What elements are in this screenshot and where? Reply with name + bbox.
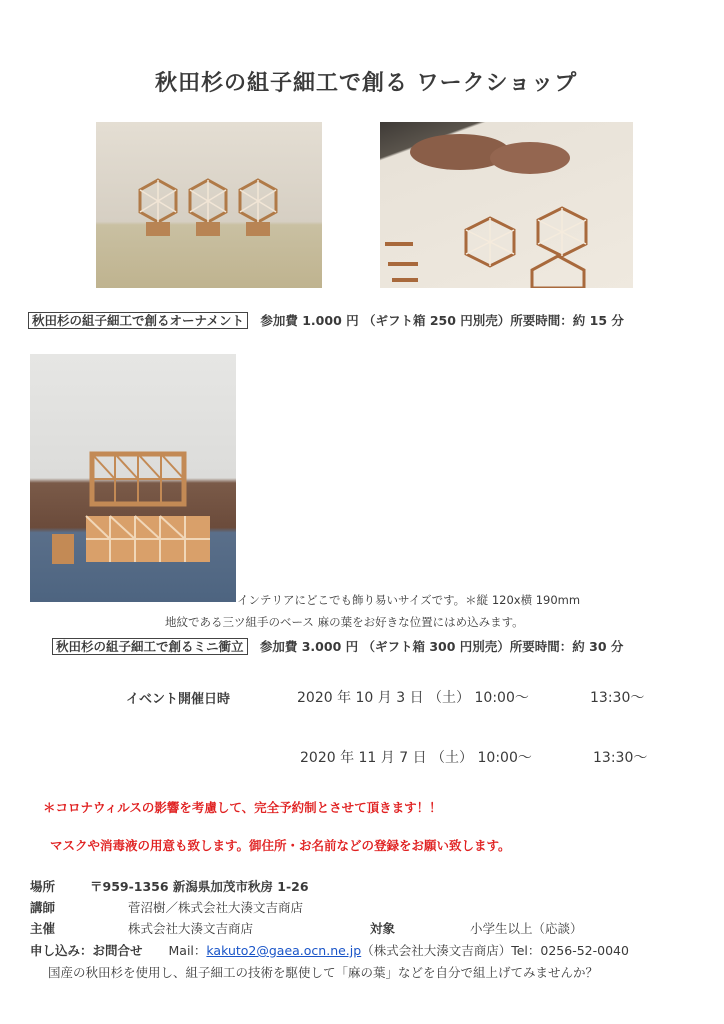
mini-base: 地紋である三ツ組手のベース 麻の葉をお好きな位置にはめ込みます。 bbox=[165, 615, 524, 629]
target-value: 小学生以上（応談） bbox=[470, 921, 583, 936]
page-title: 秋田杉の組子細工で創る ワークショップ bbox=[155, 71, 578, 96]
contact-rest: （株式会社大湊文吉商店）Tel：0256-52-0040 bbox=[361, 943, 629, 958]
mini-row bbox=[52, 637, 623, 655]
target-label: 対象 bbox=[370, 921, 396, 936]
footer-text: 国産の秋田杉を使用し、組子細工の技術を駆使して「麻の葉」などを自分で組上げてみませんか？ bbox=[48, 965, 599, 980]
workshop-hands-photo bbox=[380, 122, 633, 288]
event-date-2: 2020 年 11 月 7 日 （土） 10:00～ bbox=[300, 750, 532, 766]
mini-details: 参加費 3.000 円 （ギフト箱 300 円別売）所要時間：約 30 分 bbox=[259, 639, 624, 654]
event-label: イベント開催日時 bbox=[126, 692, 231, 707]
host-value: 株式会社大湊文吉商店 bbox=[128, 921, 254, 936]
mail-label: Mail： bbox=[168, 943, 207, 958]
notice-reservation: ＊コロナウィルスの影響を考慮して、完全予約制とさせて頂きます！！ bbox=[43, 800, 442, 815]
ornament-details: 参加費 1.000 円 （ギフト箱 250 円別売）所要時間：約 15 分 bbox=[260, 313, 624, 328]
teacher-value: 菅沼樹／株式会社大湊文吉商店 bbox=[128, 900, 304, 915]
host-label: 主催 bbox=[30, 921, 56, 936]
event-date-1: 2020 年 10 月 3 日 （土） 10:00～ bbox=[297, 690, 529, 706]
event-time-2b: 13:30～ bbox=[593, 750, 648, 766]
teacher-label: 講師 bbox=[30, 900, 56, 915]
mini-screen-photo bbox=[30, 354, 236, 602]
mini-note: インテリアにどこでも飾り易いサイズです。＊縦 120x横 190mm bbox=[237, 593, 581, 607]
ornament-name: 秋田杉の組子細工で創るオーナメント bbox=[28, 312, 248, 329]
ornaments-photo bbox=[96, 122, 322, 288]
contact-label: 申し込み：お問合せ bbox=[30, 943, 143, 958]
place-value: 〒959-1356 新潟県加茂市秋房 1-26 bbox=[90, 879, 309, 894]
email-link[interactable]: kakuto2@gaea.ocn.ne.jp bbox=[206, 943, 362, 958]
notice-masks: マスクや消毒液の用意も致します。御住所・お名前などの登録をお願い致します。 bbox=[50, 838, 511, 853]
mini-name: 秋田杉の組子細工で創るミニ衝立 bbox=[52, 638, 248, 655]
place-label: 場所 bbox=[30, 879, 56, 894]
contact-row bbox=[30, 941, 629, 959]
ornament-row bbox=[28, 311, 624, 329]
event-time-1b: 13:30～ bbox=[590, 690, 645, 706]
